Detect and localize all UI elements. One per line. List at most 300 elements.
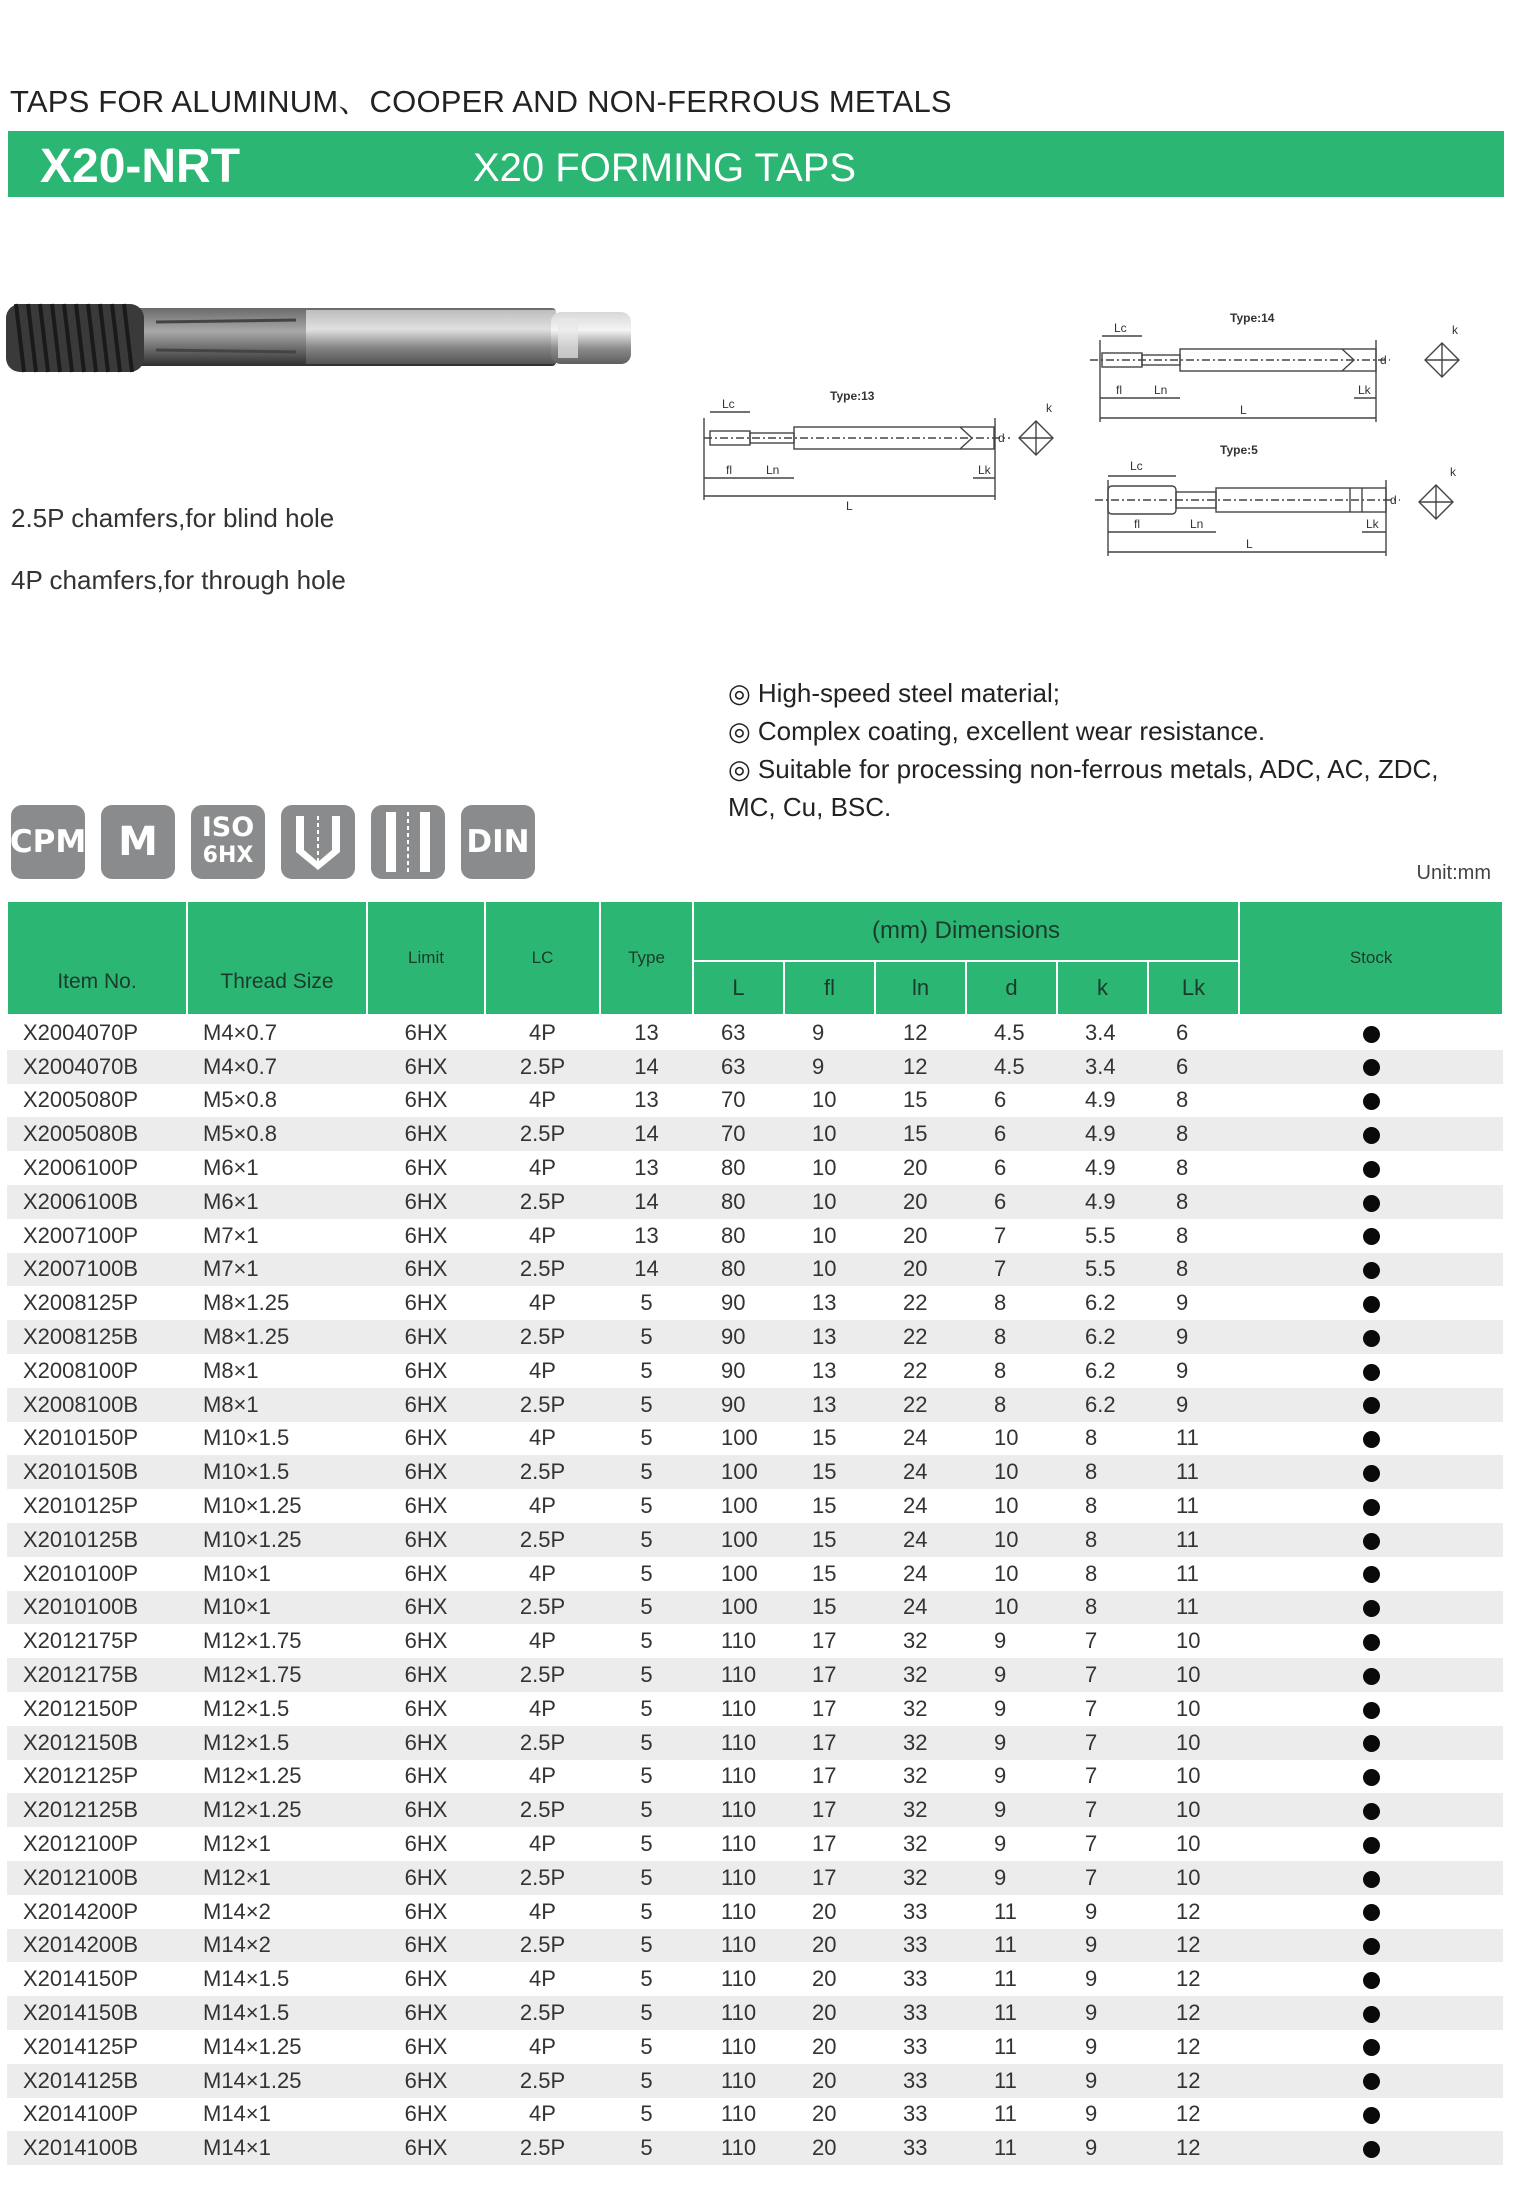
- d-cell: 9: [994, 1831, 1007, 1857]
- stock-cell: [1239, 1151, 1503, 1185]
- d-cell: 9: [966, 1726, 1057, 1760]
- fl-cell: 17: [784, 1793, 875, 1827]
- lk-cell: 11: [1148, 1591, 1239, 1625]
- type5-label: Type:5: [1220, 443, 1258, 457]
- in-stock-dot-icon: [1363, 1702, 1380, 1719]
- fl-cell: 15: [812, 1493, 837, 1519]
- in-stock-dot-icon: [1363, 2107, 1380, 2124]
- type-cell: 14: [600, 1050, 693, 1084]
- fl-cell: 17: [812, 1695, 837, 1721]
- l-cell: 110: [693, 1929, 784, 1963]
- thread-size-cell: M10×1.5: [187, 1455, 367, 1489]
- d-cell: 8: [994, 1290, 1007, 1316]
- lk-cell: 8: [1148, 1253, 1239, 1287]
- ln-cell: 33: [875, 1929, 966, 1963]
- col-lc: LC: [485, 901, 600, 1015]
- fl-cell: 13: [784, 1388, 875, 1422]
- lk-label: Lk: [978, 463, 991, 477]
- lk-cell: 9: [1176, 1290, 1189, 1316]
- fl-cell: 17: [784, 1658, 875, 1692]
- type-cell: 5: [640, 2033, 653, 2059]
- ln-cell: 20: [903, 1222, 928, 1248]
- table-row: [7, 2064, 1503, 2098]
- type14-label: Type:14: [1230, 311, 1275, 325]
- lc-cell: 2.5P: [485, 1523, 600, 1557]
- in-stock-dot-icon: [1363, 1803, 1380, 1820]
- lk-cell: 11: [1176, 1425, 1199, 1451]
- in-stock-dot-icon: [1363, 1634, 1380, 1651]
- l-cell: 100: [693, 1591, 784, 1625]
- stock-cell: [1239, 1050, 1503, 1084]
- k-cell: 8: [1085, 1560, 1098, 1586]
- item-no-cell: X2005080B: [7, 1117, 187, 1151]
- item-no-cell: X2014125B: [7, 2064, 187, 2098]
- in-stock-dot-icon: [1363, 1668, 1380, 1685]
- d-cell: 8: [966, 1388, 1057, 1422]
- fl-cell: 17: [784, 1726, 875, 1760]
- l-cell: 100: [721, 1560, 758, 1586]
- lk-cell: 8: [1176, 1222, 1189, 1248]
- lk-cell: 10: [1176, 1763, 1201, 1789]
- item-no-cell: X2014125P: [23, 2033, 138, 2059]
- fl-label: fl: [1134, 517, 1140, 531]
- d-cell: 10: [966, 1455, 1057, 1489]
- chamfer-note-blind: 2.5P chamfers,for blind hole: [11, 503, 335, 533]
- d-cell: 11: [966, 2064, 1057, 2098]
- lk-cell: 9: [1176, 1357, 1189, 1383]
- in-stock-dot-icon: [1363, 1026, 1380, 1043]
- spec-badges: [11, 805, 535, 879]
- d-cell: 9: [966, 1658, 1057, 1692]
- lk-cell: 10: [1176, 1695, 1201, 1721]
- limit-cell: 6HX: [367, 1861, 485, 1895]
- item-no-cell: X2007100B: [7, 1253, 187, 1287]
- col-k: k: [1057, 961, 1148, 1015]
- k-cell: 5.5: [1085, 1222, 1116, 1248]
- table-row: [7, 1895, 1503, 1929]
- l-cell: 80: [693, 1253, 784, 1287]
- thread-size-cell: M5×0.8: [187, 1117, 367, 1151]
- table-row: [7, 1117, 1503, 1151]
- limit-cell: 6HX: [367, 1658, 485, 1692]
- lk-cell: 10: [1148, 1726, 1239, 1760]
- d-cell: 6: [966, 1185, 1057, 1219]
- item-no-cell: X2012125P: [23, 1763, 138, 1789]
- l-cell: 110: [721, 1831, 757, 1857]
- d-label: d: [1380, 353, 1387, 367]
- limit-cell: 6HX: [367, 1726, 485, 1760]
- lk-label: Lk: [1366, 517, 1379, 531]
- l-cell: 110: [721, 1628, 757, 1654]
- d-cell: 6: [994, 1155, 1007, 1181]
- limit-cell: 6HX: [404, 1763, 448, 1789]
- thread-size-cell: M4×0.7: [187, 1050, 367, 1084]
- lc-cell: 4P: [529, 1357, 556, 1383]
- thread-size-cell: M6×1: [187, 1185, 367, 1219]
- stock-cell: [1239, 2098, 1503, 2132]
- k-label: k: [1046, 401, 1052, 415]
- d-cell: 11: [966, 1996, 1057, 2030]
- limit-cell: 6HX: [404, 1493, 448, 1519]
- l-cell: 110: [693, 1793, 784, 1827]
- thread-size-cell: M12×1.75: [187, 1658, 367, 1692]
- item-no-cell: X2010100P: [23, 1560, 138, 1586]
- col-l: L: [693, 961, 784, 1015]
- limit-cell: 6HX: [404, 1290, 448, 1316]
- fl-cell: 17: [784, 1861, 875, 1895]
- type-cell: 13: [634, 1087, 659, 1113]
- in-stock-dot-icon: [1363, 1228, 1380, 1245]
- type-cell: 13: [634, 1155, 659, 1181]
- lk-cell: 10: [1148, 1658, 1239, 1692]
- type-cell: 5: [640, 1290, 653, 1316]
- thread-size-cell: M12×1.25: [203, 1763, 302, 1789]
- d-cell: 10: [994, 1560, 1019, 1586]
- stock-cell: [1239, 1895, 1503, 1929]
- stock-cell: [1239, 2064, 1503, 2098]
- ln-cell: 20: [875, 1185, 966, 1219]
- fl-cell: 13: [812, 1290, 837, 1316]
- type-cell: 5: [600, 1455, 693, 1489]
- type-cell: 5: [640, 1357, 653, 1383]
- in-stock-dot-icon: [1363, 1330, 1380, 1347]
- thread-size-cell: M8×1: [203, 1357, 259, 1383]
- ln-cell: 24: [903, 1560, 928, 1586]
- lk-cell: 9: [1148, 1320, 1239, 1354]
- thread-size-cell: M12×1: [187, 1861, 367, 1895]
- item-no-cell: X2006100B: [7, 1185, 187, 1219]
- fl-cell: 20: [812, 2101, 837, 2127]
- ln-cell: 32: [875, 1861, 966, 1895]
- lk-label: Lk: [1358, 383, 1371, 397]
- item-no-cell: X2012100P: [23, 1831, 138, 1857]
- product-banner: [8, 131, 1504, 197]
- thread-size-cell: M14×1.25: [187, 2064, 367, 2098]
- limit-cell: 6HX: [404, 2101, 448, 2127]
- stock-cell: [1239, 1489, 1503, 1523]
- thread-size-cell: M14×1.25: [203, 2033, 302, 2059]
- k-cell: 9: [1085, 2033, 1098, 2059]
- in-stock-dot-icon: [1363, 1533, 1380, 1550]
- l-cell: 100: [693, 1523, 784, 1557]
- k-cell: 9: [1085, 1898, 1098, 1924]
- limit-cell: 6HX: [367, 1523, 485, 1557]
- stock-cell: [1239, 1658, 1503, 1692]
- product-code: X20-NRT: [40, 140, 241, 193]
- fl-cell: 13: [812, 1357, 837, 1383]
- item-no-cell: X2008125P: [23, 1290, 138, 1316]
- type-cell: 5: [640, 1966, 653, 1992]
- item-no-cell: X2008125B: [7, 1320, 187, 1354]
- k-cell: 9: [1085, 2101, 1098, 2127]
- item-no-cell: X2010150P: [23, 1425, 138, 1451]
- table-row: [7, 1354, 1503, 1388]
- table-row: [7, 1455, 1503, 1489]
- limit-cell: 6HX: [404, 1695, 448, 1721]
- lk-cell: 12: [1176, 2033, 1201, 2059]
- d-cell: 9: [966, 1861, 1057, 1895]
- ln-cell: 24: [875, 1455, 966, 1489]
- d-label: d: [998, 431, 1005, 445]
- item-no-cell: X2014200P: [23, 1898, 138, 1924]
- k-cell: 8: [1057, 1455, 1148, 1489]
- lc-cell: 2.5P: [485, 2131, 600, 2165]
- lc-label: Lc: [1130, 459, 1143, 473]
- col-lk: Lk: [1148, 961, 1239, 1015]
- feature-list: [728, 674, 1488, 826]
- ln-cell: 32: [875, 1658, 966, 1692]
- in-stock-dot-icon: [1363, 1837, 1380, 1854]
- table-row: [7, 1185, 1503, 1219]
- limit-cell: 6HX: [404, 1357, 448, 1383]
- ln-cell: 32: [875, 1793, 966, 1827]
- stock-cell: [1239, 1388, 1503, 1422]
- fl-cell: 15: [784, 1455, 875, 1489]
- fl-cell: 20: [784, 2131, 875, 2165]
- k-cell: 4.9: [1085, 1155, 1116, 1181]
- fl-cell: 20: [784, 1929, 875, 1963]
- type13-drawing: [704, 412, 1053, 500]
- d-cell: 10: [994, 1493, 1019, 1519]
- table-row: [7, 1929, 1503, 1963]
- d-cell: 6: [966, 1117, 1057, 1151]
- in-stock-dot-icon: [1363, 1431, 1380, 1448]
- lc-cell: 2.5P: [485, 1253, 600, 1287]
- lc-cell: 4P: [529, 1222, 556, 1248]
- d-cell: 10: [966, 1591, 1057, 1625]
- lc-cell: 4P: [529, 1966, 556, 1992]
- item-no-cell: X2012125B: [7, 1793, 187, 1827]
- type-cell: 5: [640, 1493, 653, 1519]
- l-cell: 90: [693, 1320, 784, 1354]
- lc-cell: 4P: [529, 1898, 556, 1924]
- ln-cell: 33: [903, 1898, 928, 1924]
- fl-cell: 15: [784, 1523, 875, 1557]
- type-cell: 5: [640, 1763, 653, 1789]
- lc-cell: 4P: [529, 1019, 556, 1045]
- stock-cell: [1239, 1219, 1503, 1253]
- lc-label: Lc: [722, 397, 735, 411]
- lc-cell: 2.5P: [485, 1320, 600, 1354]
- type-cell: 5: [640, 1560, 653, 1586]
- limit-cell: 6HX: [404, 1425, 448, 1451]
- feature-item: ◎ Complex coating, excellent wear resistance.: [728, 716, 1266, 746]
- lk-cell: 12: [1176, 1898, 1201, 1924]
- stock-cell: [1239, 1624, 1503, 1658]
- type-cell: 5: [600, 1388, 693, 1422]
- type-cell: 5: [600, 1861, 693, 1895]
- d-cell: 4.5: [966, 1050, 1057, 1084]
- chamfer-note-through: 4P chamfers,for through hole: [11, 565, 346, 595]
- type-cell: 13: [634, 1019, 659, 1045]
- lc-cell: 4P: [529, 1155, 556, 1181]
- l-label: L: [846, 499, 853, 513]
- type-cell: 5: [640, 1628, 653, 1654]
- type-cell: 5: [600, 1591, 693, 1625]
- stock-cell: [1239, 1422, 1503, 1456]
- k-cell: 3.4: [1085, 1019, 1116, 1045]
- k-cell: 9: [1057, 1996, 1148, 2030]
- k-cell: 6.2: [1085, 1357, 1116, 1383]
- item-no-cell: X2004070P: [23, 1019, 138, 1045]
- item-no-cell: X2006100P: [23, 1155, 138, 1181]
- lk-cell: 11: [1148, 1455, 1239, 1489]
- thread-size-cell: M4×0.7: [203, 1019, 277, 1045]
- in-stock-dot-icon: [1363, 1195, 1380, 1212]
- lk-cell: 12: [1148, 2131, 1239, 2165]
- ln-cell: 24: [875, 1591, 966, 1625]
- ln-label: Ln: [766, 463, 780, 477]
- limit-cell: 6HX: [404, 1155, 448, 1181]
- l-cell: 110: [693, 1861, 784, 1895]
- lk-cell: 10: [1176, 1831, 1201, 1857]
- type-cell: 5: [600, 2064, 693, 2098]
- cpm-badge: CPM: [11, 805, 85, 879]
- ln-cell: 20: [903, 1155, 928, 1181]
- table-row: [7, 1422, 1503, 1456]
- ln-cell: 33: [875, 2064, 966, 2098]
- ln-cell: 33: [875, 2131, 966, 2165]
- stock-cell: [1239, 1827, 1503, 1861]
- in-stock-dot-icon: [1363, 1465, 1380, 1482]
- lc-cell: 4P: [529, 1290, 556, 1316]
- lk-cell: 8: [1176, 1155, 1189, 1181]
- l-cell: 100: [693, 1455, 784, 1489]
- k-cell: 8: [1057, 1523, 1148, 1557]
- table-row: [7, 1219, 1503, 1253]
- in-stock-dot-icon: [1363, 2073, 1380, 2090]
- fl-cell: 20: [784, 1996, 875, 2030]
- fl-cell: 10: [812, 1087, 837, 1113]
- k-cell: 6.2: [1057, 1388, 1148, 1422]
- k-cell: 7: [1057, 1726, 1148, 1760]
- limit-cell: 6HX: [367, 1117, 485, 1151]
- col-type: Type: [600, 901, 693, 1015]
- type-cell: 5: [600, 1726, 693, 1760]
- lc-cell: 2.5P: [485, 1050, 600, 1084]
- k-cell: 9: [1057, 2064, 1148, 2098]
- k-cell: 6.2: [1057, 1320, 1148, 1354]
- lk-cell: 12: [1148, 1929, 1239, 1963]
- k-cell: 4.9: [1057, 1117, 1148, 1151]
- k-cell: 7: [1085, 1628, 1098, 1654]
- fl-cell: 10: [812, 1222, 837, 1248]
- thread-size-cell: M12×1.5: [187, 1726, 367, 1760]
- d-cell: 10: [994, 1425, 1019, 1451]
- thread-size-cell: M14×1.5: [187, 1996, 367, 2030]
- item-no-cell: X2014100B: [7, 2131, 187, 2165]
- fl-cell: 10: [812, 1155, 837, 1181]
- thread-size-cell: M14×2: [187, 1929, 367, 1963]
- stock-cell: [1239, 1861, 1503, 1895]
- tap-product-image: [6, 298, 636, 378]
- l-cell: 80: [721, 1155, 746, 1181]
- in-stock-dot-icon: [1363, 1397, 1380, 1414]
- in-stock-dot-icon: [1363, 1871, 1380, 1888]
- thread-size-cell: M8×1.25: [203, 1290, 290, 1316]
- limit-cell: 6HX: [367, 1455, 485, 1489]
- col-item-no: Item No.: [7, 901, 187, 1015]
- item-no-cell: X2010125P: [23, 1493, 138, 1519]
- thread-size-cell: M10×1: [187, 1591, 367, 1625]
- stock-cell: [1239, 1760, 1503, 1794]
- table-row: [7, 2030, 1503, 2064]
- l-cell: 110: [721, 2033, 757, 2059]
- fl-cell: 20: [812, 2033, 837, 2059]
- l-cell: 110: [693, 2064, 784, 2098]
- in-stock-dot-icon: [1363, 2006, 1380, 2023]
- thread-size-cell: M12×1: [203, 1831, 271, 1857]
- lc-cell: 2.5P: [485, 1185, 600, 1219]
- col-limit: Limit: [367, 901, 485, 1015]
- table-row: [7, 1523, 1503, 1557]
- thread-size-cell: M10×1.25: [187, 1523, 367, 1557]
- in-stock-dot-icon: [1363, 1296, 1380, 1313]
- d-cell: 11: [966, 2131, 1057, 2165]
- stock-cell: [1239, 1185, 1503, 1219]
- ln-cell: 20: [875, 1253, 966, 1287]
- fl-cell: 10: [784, 1253, 875, 1287]
- item-no-cell: X2014150B: [7, 1996, 187, 2030]
- ln-cell: 32: [903, 1628, 928, 1654]
- through-hole-icon: [371, 805, 445, 879]
- limit-cell: 6HX: [404, 1560, 448, 1586]
- ln-cell: 22: [875, 1320, 966, 1354]
- type-cell: 5: [640, 1425, 653, 1451]
- in-stock-dot-icon: [1363, 1566, 1380, 1583]
- fl-cell: 10: [784, 1117, 875, 1151]
- thread-size-cell: M14×1: [187, 2131, 367, 2165]
- table-row: [7, 1962, 1503, 1996]
- thread-size-cell: M5×0.8: [203, 1087, 277, 1113]
- lc-cell: 2.5P: [485, 1117, 600, 1151]
- limit-cell: 6HX: [367, 1591, 485, 1625]
- fl-cell: 15: [812, 1425, 837, 1451]
- lc-cell: 4P: [529, 2033, 556, 2059]
- d-cell: 11: [994, 2033, 1017, 2059]
- k-cell: 9: [1057, 2131, 1148, 2165]
- col-fl: fl: [784, 961, 875, 1015]
- d-cell: 9: [994, 1763, 1007, 1789]
- ln-cell: 32: [903, 1831, 928, 1857]
- limit-cell: 6HX: [367, 1388, 485, 1422]
- l-cell: 90: [693, 1388, 784, 1422]
- lc-cell: 2.5P: [485, 1861, 600, 1895]
- d-cell: 11: [994, 2101, 1017, 2127]
- l-cell: 110: [693, 1726, 784, 1760]
- type-cell: 5: [600, 1929, 693, 1963]
- fl-label: fl: [726, 463, 732, 477]
- limit-cell: 6HX: [367, 1793, 485, 1827]
- l-cell: 63: [693, 1050, 784, 1084]
- l-cell: 70: [721, 1087, 746, 1113]
- thread-size-cell: M12×1.5: [203, 1695, 290, 1721]
- in-stock-dot-icon: [1363, 1059, 1380, 1076]
- type-cell: 14: [600, 1185, 693, 1219]
- fl-cell: 9: [812, 1019, 825, 1045]
- l-cell: 110: [693, 1996, 784, 2030]
- k-cell: 7: [1057, 1861, 1148, 1895]
- ln-cell: 32: [903, 1695, 928, 1721]
- ln-cell: 22: [903, 1357, 928, 1383]
- stock-cell: [1239, 1726, 1503, 1760]
- type-cell: 5: [600, 1996, 693, 2030]
- d-label: d: [1390, 493, 1397, 507]
- lc-cell: 2.5P: [485, 1388, 600, 1422]
- table-row: [7, 1996, 1503, 2030]
- feature-item: ◎ Suitable for processing non-ferrous metals, ADC, AC, ZDC, MC, Cu, BSC.: [728, 754, 1439, 822]
- limit-cell: 6HX: [404, 1222, 448, 1248]
